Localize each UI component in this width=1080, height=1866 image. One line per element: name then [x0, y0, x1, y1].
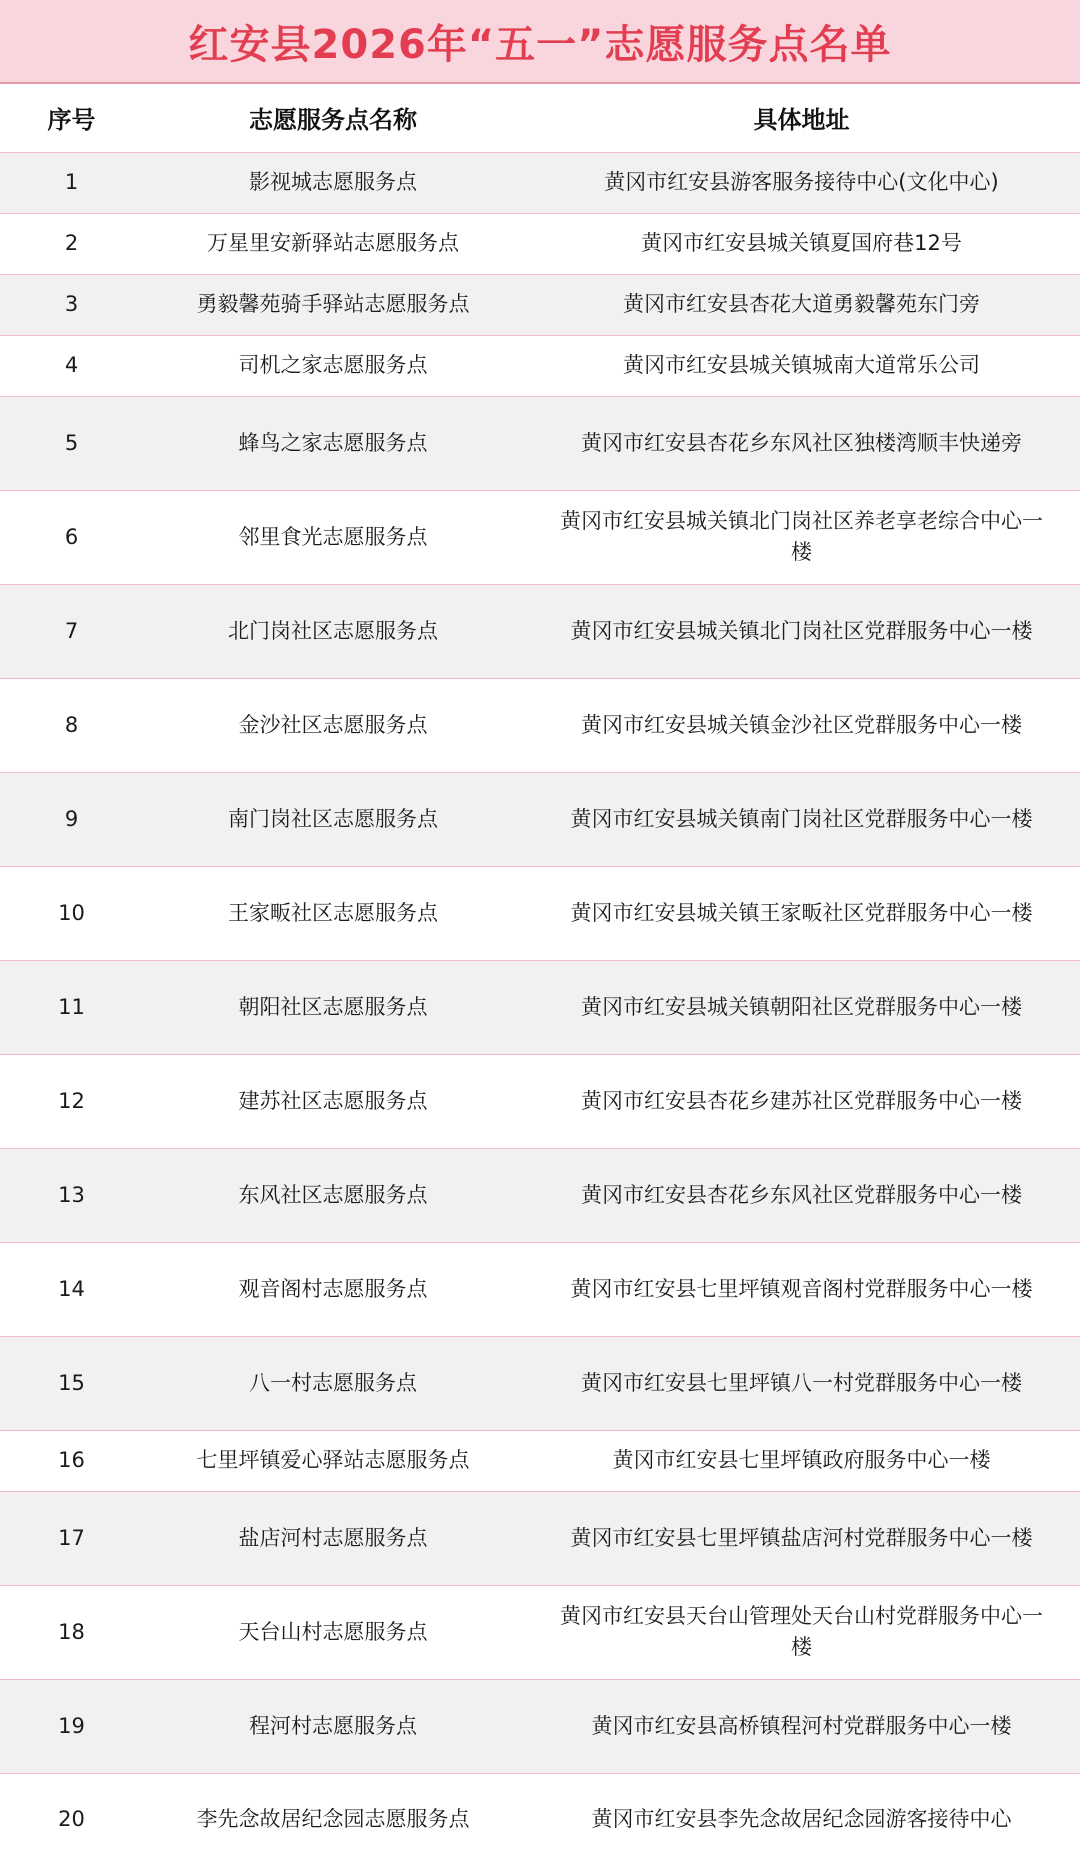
row-name: 南门岗社区志愿服务点 — [143, 772, 523, 866]
row-address: 黄冈市红安县城关镇王家畈社区党群服务中心一楼 — [523, 866, 1080, 960]
row-address: 黄冈市红安县城关镇北门岗社区党群服务中心一楼 — [523, 584, 1080, 678]
table-row — [0, 1430, 1080, 1491]
table-row — [0, 584, 1080, 678]
row-name: 七里坪镇爱心驿站志愿服务点 — [143, 1430, 523, 1491]
row-name: 金沙社区志愿服务点 — [143, 678, 523, 772]
table-row — [0, 396, 1080, 490]
row-index: 8 — [0, 678, 143, 772]
row-address: 黄冈市红安县城关镇金沙社区党群服务中心一楼 — [523, 678, 1080, 772]
row-index: 15 — [0, 1336, 143, 1430]
row-address: 黄冈市红安县杏花乡东风社区独楼湾顺丰快递旁 — [523, 396, 1080, 490]
row-index: 18 — [0, 1585, 143, 1679]
row-index: 20 — [0, 1773, 143, 1866]
row-name: 八一村志愿服务点 — [143, 1336, 523, 1430]
row-index: 1 — [0, 152, 143, 213]
row-address: 黄冈市红安县七里坪镇盐店河村党群服务中心一楼 — [523, 1491, 1080, 1585]
row-index: 19 — [0, 1679, 143, 1773]
row-address: 黄冈市红安县七里坪镇八一村党群服务中心一楼 — [523, 1336, 1080, 1430]
row-name: 司机之家志愿服务点 — [143, 335, 523, 396]
row-name: 北门岗社区志愿服务点 — [143, 584, 523, 678]
row-address: 黄冈市红安县七里坪镇观音阁村党群服务中心一楼 — [523, 1242, 1080, 1336]
row-index: 9 — [0, 772, 143, 866]
row-index: 10 — [0, 866, 143, 960]
table-row — [0, 1679, 1080, 1773]
row-name: 东风社区志愿服务点 — [143, 1148, 523, 1242]
title-bar — [0, 0, 1080, 84]
table-row — [0, 274, 1080, 335]
row-index: 4 — [0, 335, 143, 396]
table-row — [0, 1585, 1080, 1679]
service-point-table — [0, 84, 1080, 1866]
row-index: 7 — [0, 584, 143, 678]
row-index: 16 — [0, 1430, 143, 1491]
row-address: 黄冈市红安县杏花乡东风社区党群服务中心一楼 — [523, 1148, 1080, 1242]
row-index: 12 — [0, 1054, 143, 1148]
row-name: 天台山村志愿服务点 — [143, 1585, 523, 1679]
header-index: 序号 — [0, 84, 143, 152]
table-row — [0, 1242, 1080, 1336]
row-address: 黄冈市红安县七里坪镇政府服务中心一楼 — [523, 1430, 1080, 1491]
row-address: 黄冈市红安县杏花大道勇毅馨苑东门旁 — [523, 274, 1080, 335]
table-row — [0, 1336, 1080, 1430]
row-index: 2 — [0, 213, 143, 274]
table-row — [0, 213, 1080, 274]
row-name: 王家畈社区志愿服务点 — [143, 866, 523, 960]
row-name: 观音阁村志愿服务点 — [143, 1242, 523, 1336]
table-row — [0, 678, 1080, 772]
row-name: 盐店河村志愿服务点 — [143, 1491, 523, 1585]
row-name: 程河村志愿服务点 — [143, 1679, 523, 1773]
table-header-row — [0, 84, 1080, 152]
row-name: 李先念故居纪念园志愿服务点 — [143, 1773, 523, 1866]
row-address: 黄冈市红安县城关镇北门岗社区养老享老综合中心一楼 — [523, 490, 1080, 584]
table-row — [0, 335, 1080, 396]
header-name: 志愿服务点名称 — [143, 84, 523, 152]
table-row — [0, 1148, 1080, 1242]
table-body — [0, 152, 1080, 1866]
row-address: 黄冈市红安县城关镇城南大道常乐公司 — [523, 335, 1080, 396]
table-row — [0, 960, 1080, 1054]
table-row — [0, 1054, 1080, 1148]
row-index: 6 — [0, 490, 143, 584]
row-address: 黄冈市红安县城关镇南门岗社区党群服务中心一楼 — [523, 772, 1080, 866]
row-name: 万星里安新驿站志愿服务点 — [143, 213, 523, 274]
table-row — [0, 772, 1080, 866]
table-row — [0, 866, 1080, 960]
row-address: 黄冈市红安县高桥镇程河村党群服务中心一楼 — [523, 1679, 1080, 1773]
row-index: 14 — [0, 1242, 143, 1336]
row-index: 3 — [0, 274, 143, 335]
row-address: 黄冈市红安县城关镇朝阳社区党群服务中心一楼 — [523, 960, 1080, 1054]
table-row — [0, 1491, 1080, 1585]
row-address: 黄冈市红安县杏花乡建苏社区党群服务中心一楼 — [523, 1054, 1080, 1148]
row-address: 黄冈市红安县游客服务接待中心(文化中心) — [523, 152, 1080, 213]
table-row — [0, 1773, 1080, 1866]
table-row — [0, 152, 1080, 213]
page-title: 红安县2026年“五一”志愿服务点名单 — [188, 21, 892, 68]
row-name: 朝阳社区志愿服务点 — [143, 960, 523, 1054]
header-address: 具体地址 — [523, 84, 1080, 152]
row-address: 黄冈市红安县李先念故居纪念园游客接待中心 — [523, 1773, 1080, 1866]
row-name: 建苏社区志愿服务点 — [143, 1054, 523, 1148]
table-row — [0, 490, 1080, 584]
row-address: 黄冈市红安县天台山管理处天台山村党群服务中心一楼 — [523, 1585, 1080, 1679]
row-name: 影视城志愿服务点 — [143, 152, 523, 213]
row-index: 5 — [0, 396, 143, 490]
row-index: 11 — [0, 960, 143, 1054]
row-address: 黄冈市红安县城关镇夏国府巷12号 — [523, 213, 1080, 274]
row-name: 勇毅馨苑骑手驿站志愿服务点 — [143, 274, 523, 335]
row-index: 17 — [0, 1491, 143, 1585]
row-index: 13 — [0, 1148, 143, 1242]
row-name: 蜂鸟之家志愿服务点 — [143, 396, 523, 490]
row-name: 邻里食光志愿服务点 — [143, 490, 523, 584]
